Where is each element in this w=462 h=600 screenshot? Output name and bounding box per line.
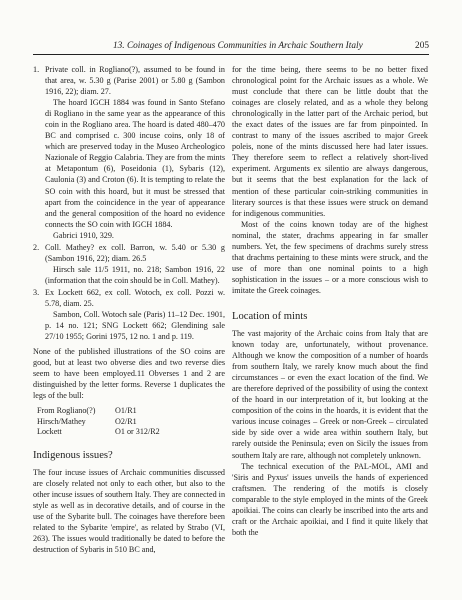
catalogue-entry-3: [33, 287, 225, 342]
section-heading: Indigenous issues?: [33, 449, 113, 461]
table-cell: Hirsch/Mathey: [37, 416, 86, 426]
table-cell: Lockett: [37, 427, 62, 437]
body-paragraph: None of the published illustrations of the SO coins are good, but at least two obverse dies and two reverse dies seem to have been employed.11 Obverses 1 and 2 are distinguished by the letter forms. Reverse 1 duplicates the legs of the bull:: [33, 347, 225, 401]
entry-number: 2.: [33, 242, 40, 252]
running-header: [33, 40, 429, 55]
section-heading: Location of mints: [232, 310, 308, 322]
body-paragraph: Most of the coins known today are of the highest nominal, the stater, drachms appearing in far smaller numbers. Yet, the few specimens of drachms surely stress that drachms pertaining to these mints were struck, and the use of more than one nominal points to a high sophistication in the issues – or a more conscious wish to imitate the Greek coinages.: [232, 219, 428, 295]
body-paragraph: for the time being, there seems to be no better fixed chronological point for the Archaic issues as a whole. We must conclude that there can be little doubt that the coinages are closely related, and as a whole they belong chronologically in the latter part of the Archaic period, but the exact dates of the issues are far from pinpointed. In contrast to many of the issues ascribed to major Greek poleis, none of the mints discussed here had later issues. They therefore seem to reflect a relatively short-lived experiment. Arguments ex silentio are always dangerous, but it seems that the best explanation for the lack of mention of these particular coin-striking communities in literary sources is that these issues were struck on demand for indigenous communities.: [232, 65, 428, 218]
table-cell: From Rogliano(?): [37, 406, 96, 416]
table-row: [37, 406, 160, 417]
entry-line: Private coll. in Rogliano(?), assumed to be found in that area, w. 5.30 g (Parise 2001) or 5.80 g (Sambon 1916, 22); diam. 27.: [45, 65, 225, 97]
entry-number: 3.: [33, 287, 40, 297]
entry-line: Sambon, Coll. Wotoch sale (Paris) 11–12 Dec. 1901, p. 14 no. 121; SNG Lockett 662; Glendining sale 27/10 1955; Gorini 1975, 12 no. 1 and p. 119.: [45, 310, 225, 342]
left-column: [33, 64, 225, 555]
table-cell: O2/R1: [115, 416, 137, 426]
catalogue-entry-1: [33, 64, 225, 241]
right-column: [232, 64, 428, 538]
die-table: [37, 406, 160, 438]
table-cell: O1 or 312/R2: [115, 427, 160, 437]
body-paragraph: The technical execution of the PAL-MOL, AMI and 'Siris and Pyxus' issues unveils the hands of experienced craftsmen. The rendering of the motifs is closely comparable to the style employed in the mints of the Greek apoikiai. The coins can clearly be inscribed into the arts and craft or the Archaic apoikiai, and I find it quite likely that both the: [232, 461, 428, 537]
table-row: [37, 427, 160, 438]
entry-line: Hirsch sale 11/5 1911, no. 218; Sambon 1916, 22 (information that the coin should be in Coll. Mathey).: [45, 264, 225, 285]
entry-line: Gabrici 1910, 329.: [53, 230, 114, 240]
body-paragraph: The four incuse issues of Archaic communities discussed are closely related not only to each other, but also to the other incuse issues of southern Italy. They are connected in style as well as in decorative details, and of course in the use of the Sybarite bull. The coinages have therefore been related to the Sybarite 'empire', as related by Strabo (VI, 263). The issues would traditionally be dated to before the destruction of Sybaris in 510 BC and,: [33, 467, 226, 555]
table-cell: O1/R1: [115, 406, 137, 416]
table-row: [37, 417, 160, 428]
entry-line: Coll. Mathey? ex coll. Barron, w. 5.40 or 5.30 g (Sambon 1916, 22); diam. 26.5: [45, 242, 225, 263]
entry-line: Ex Lockett 662, ex coll. Wotoch, ex coll. Pozzi w. 5.78, diam. 25.: [45, 287, 225, 308]
running-title: 13. Coinages of Indigenous Communities in Archaic Southern Italy: [113, 41, 363, 51]
entry-number: 1.: [33, 65, 40, 74]
body-paragraph: The vast majority of the Archaic coins from Italy that are known today are, unfortunately, without provenance. Although we know the composition of a number of hoards from southern Italy, we rarely know much about the find circumstances – or even the exact location of the find. We are therefore deprived of the possibility of using the context of the hoard in our interpretation of it, but looking at the composition of the coins in the hoards, it is evident that the various incuse coinages – Greek or non-Greek – circulated side by side over a wide area within southern Italy, but rarely outside the Peninsula; even on Sicily the issues from southern Italy are rare, although not completely unknown.: [232, 328, 428, 460]
entry-line: The hoard IGCH 1884 was found in Santo Stefano di Rogliano in the same year as the appearance of this coin in the Rogliano area. The hoard is dated 480–470 BC and comprised c. 300 incuse coins, only 18 of which are preserved today in the Museo Archeologico Nazionale of Reggio Calabria. They are from the mints at Metapontum (6), Poseidonia (1), Sybaris (12), Caulonia (3) and Croton (6). It is tempting to relate the SO coin with this hoard, but it must be stressed that apart from the coincidence in the year of appearance and the general composition of the hoard no evidence connects the SO coin with IGCH 1884.: [45, 98, 225, 229]
page-number: 205: [415, 41, 429, 51]
catalogue-entry-2: [33, 242, 225, 286]
